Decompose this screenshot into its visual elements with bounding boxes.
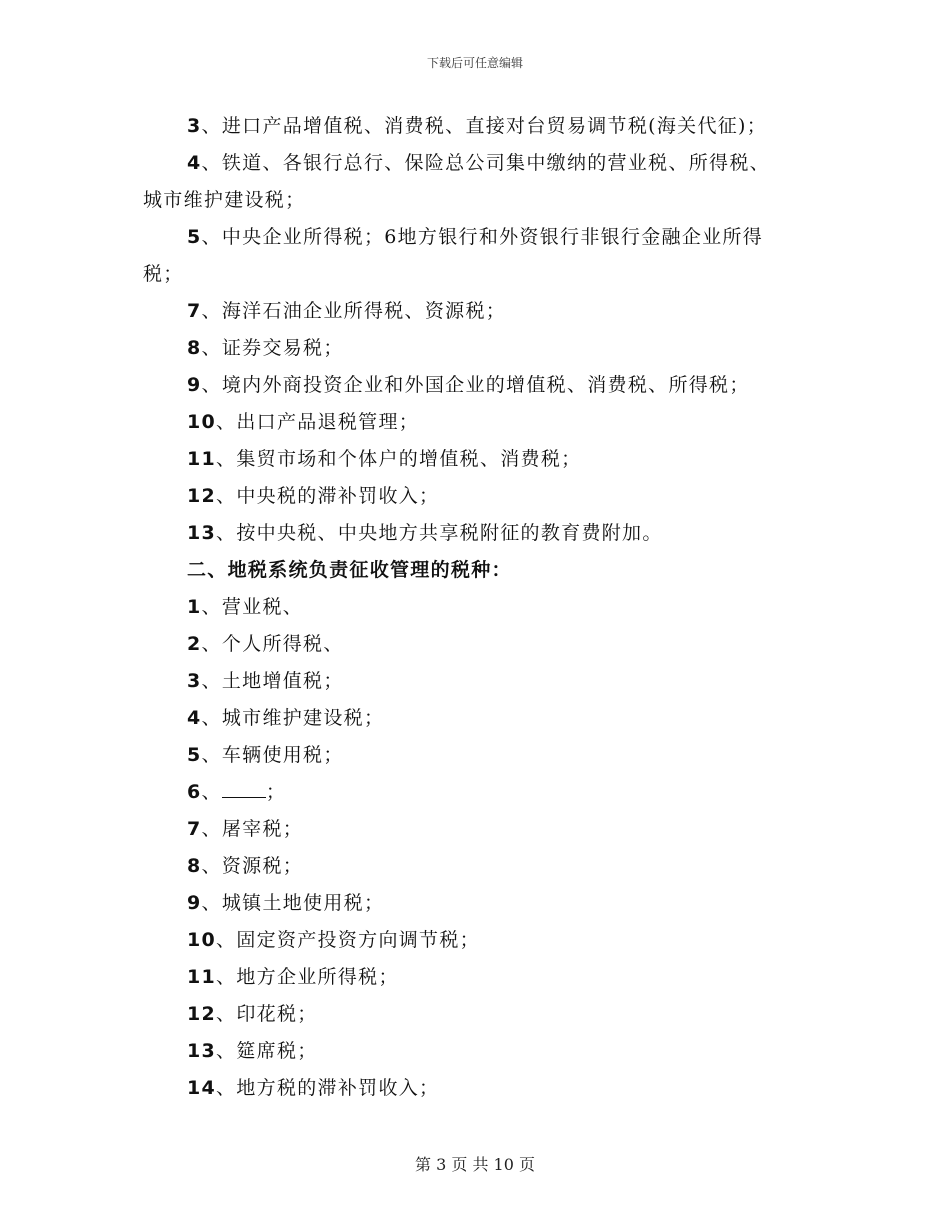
list-item: 2、个人所得税、 (187, 633, 344, 655)
item-text: 土地增值税； (221, 670, 344, 692)
item-number: 3 (187, 670, 202, 692)
list-item: 12、中央税的滞补罚收入； (187, 485, 440, 507)
list-item: 8、资源税； (187, 855, 304, 877)
list-item: 9、城镇土地使用税； (187, 892, 385, 914)
list-item: 3、土地增值税； (187, 670, 344, 692)
list-item: 4、铁道、各银行总行、保险总公司集中缴纳的营业税、所得税、 (187, 152, 770, 174)
item-text: 营业税、 (221, 596, 304, 618)
list-item: 11、集贸市场和个体户的增值税、消费税； (187, 448, 582, 470)
item-text: 城市维护建设税； (221, 707, 385, 729)
list-item-continuation: 城市维护建设税； (143, 189, 306, 211)
item-number: 7 (187, 300, 202, 322)
item-text: 证券交易税； (221, 337, 344, 359)
list-item: 7、海洋石油企业所得税、资源税； (187, 300, 507, 322)
list-item: 9、境内外商投资企业和外国企业的增值税、消费税、所得税； (187, 374, 750, 396)
list-item: 1、营业税、 (187, 596, 304, 618)
item-number: 2 (187, 633, 202, 655)
list-item: 5、中央企业所得税；6地方银行和外资银行非银行金融企业所得 (187, 226, 764, 248)
list-item: 14、地方税的滞补罚收入； (187, 1077, 440, 1099)
list-item: 11、地方企业所得税； (187, 966, 399, 988)
item-number: 5 (187, 744, 202, 766)
item-number: 12 (187, 485, 217, 507)
item-text: 固定资产投资方向调节税； (236, 929, 480, 951)
item-number: 9 (187, 374, 202, 396)
item-text: 地方税的滞补罚收入； (236, 1077, 440, 1099)
item-number: 4 (187, 152, 202, 174)
item-number: 11 (187, 448, 217, 470)
item-number: 6 (187, 781, 202, 803)
item-text: 中央企业所得税；6地方银行和外资银行非银行金融企业所得 (221, 226, 764, 248)
list-item: 4、城市维护建设税； (187, 707, 385, 729)
item-text: 地方企业所得税； (236, 966, 399, 988)
item-number: 10 (187, 929, 217, 951)
item-text: 铁道、各银行总行、保险总公司集中缴纳的营业税、所得税、 (221, 152, 770, 174)
item-number: 11 (187, 966, 217, 988)
item-text: 城镇土地使用税； (221, 892, 385, 914)
page-footer: 第 3 页 共 10 页 (415, 1155, 535, 1174)
list-item-continuation: 税； (143, 263, 184, 285)
item-text: 进口产品增值税、消费税、直接对台贸易调节税(海关代征)； (221, 115, 768, 137)
item-number: 4 (187, 707, 202, 729)
item-number: 8 (187, 855, 202, 877)
item-text: 筵席税； (236, 1040, 318, 1062)
item-number: 1 (187, 596, 202, 618)
item-number: 12 (187, 1003, 217, 1025)
item-number: 9 (187, 892, 202, 914)
item-text: 屠宰税； (221, 818, 304, 840)
item-number: 10 (187, 411, 217, 433)
item-number: 7 (187, 818, 202, 840)
item-text: 中央税的滞补罚收入； (236, 485, 440, 507)
item-text: 按中央税、中央地方共享税附征的教育费附加。 (236, 522, 663, 544)
item-text: 海洋石油企业所得税、资源税； (221, 300, 507, 322)
list-item: 13、筵席税； (187, 1040, 318, 1062)
list-item: 3、进口产品增值税、消费税、直接对台贸易调节税(海关代征)； (187, 115, 768, 137)
item-number: 13 (187, 522, 217, 544)
item-text: 出口产品退税管理； (236, 411, 420, 433)
item-text: 印花税； (236, 1003, 318, 1025)
fill-in-blank (222, 779, 266, 798)
list-item: 10、固定资产投资方向调节税； (187, 929, 480, 951)
item-number: 3 (187, 115, 202, 137)
list-item: 7、屠宰税； (187, 818, 304, 840)
item-number: 13 (187, 1040, 217, 1062)
item-text: ； (265, 781, 287, 803)
section-heading: 二、地税系统负责征收管理的税种： (187, 559, 512, 581)
item-text: 车辆使用税； (221, 744, 344, 766)
list-item: 5、车辆使用税； (187, 744, 344, 766)
list-item: 6、 ； (187, 781, 287, 803)
list-item: 8、证券交易税； (187, 337, 344, 359)
item-text: 资源税； (221, 855, 304, 877)
list-item: 13、按中央税、中央地方共享税附征的教育费附加。 (187, 522, 663, 544)
item-text: 集贸市场和个体户的增值税、消费税； (236, 448, 582, 470)
document-body (143, 108, 803, 1107)
item-number: 5 (187, 226, 202, 248)
list-item: 10、出口产品退税管理； (187, 411, 420, 433)
item-text: 个人所得税、 (221, 633, 344, 655)
item-number: 14 (187, 1077, 217, 1099)
page-header: 下载后可任意编辑 (426, 56, 523, 70)
item-number: 8 (187, 337, 202, 359)
list-item: 12、印花税； (187, 1003, 318, 1025)
item-text: 境内外商投资企业和外国企业的增值税、消费税、所得税； (221, 374, 750, 396)
